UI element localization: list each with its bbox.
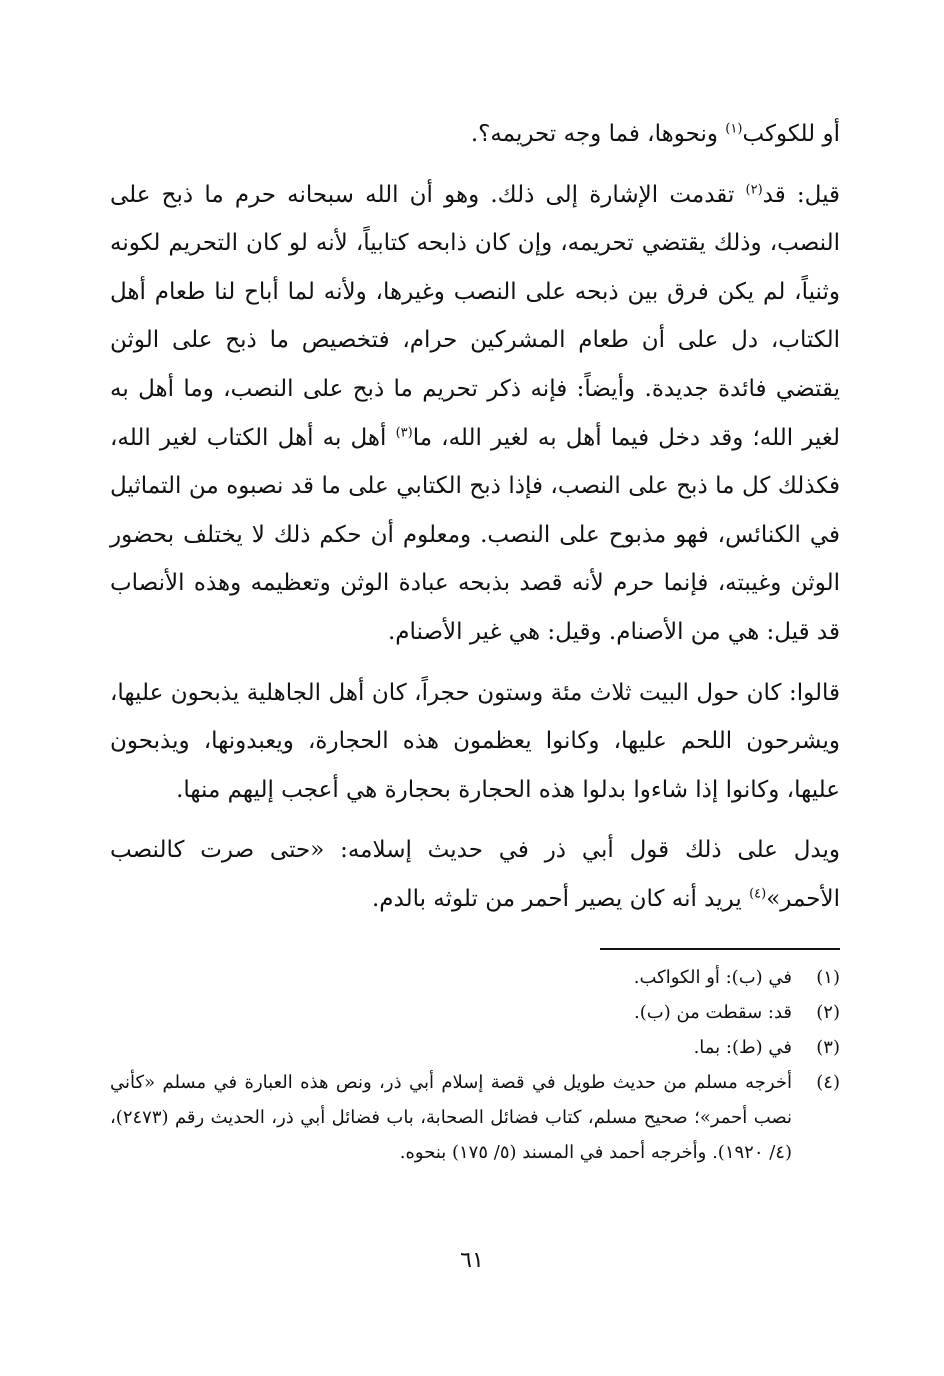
- text-segment: يريد أنه كان يصير أحمر من تلوثه بالدم.: [371, 885, 750, 912]
- footnote: [110, 1030, 840, 1065]
- paragraph: [110, 171, 840, 657]
- footnote-reference: (١): [725, 121, 743, 137]
- text-segment: قالوا: كان حول البيت ثلاث مئة وستون حجراً، كان أهل الجاهلية يذبحون عليها، ويشرحون اللحم عليها، وكانوا يعظمون هذه الحجارة، ويعبدونها، ويذبحون عليها، وكانوا إذا شاءوا بدلوا هذه الحجارة بحجارة هي أعجب إليهم منها.: [110, 679, 840, 803]
- text-segment: ويدل على ذلك قول أبي ذر في حديث إسلامه: «حتى صرت كالنصب الأحمر»: [110, 837, 840, 912]
- footnote-reference: (٢): [745, 181, 763, 197]
- paragraph: [110, 669, 840, 815]
- footnote-divider: [600, 948, 840, 950]
- page-body: [110, 110, 840, 1170]
- text-segment: قيل: قد: [762, 181, 841, 208]
- footnote-number: (١): [816, 966, 840, 988]
- text-segment: تقدمت الإشارة إلى ذلك. وهو أن الله سبحانه حرم ما ذبح على النصب، وذلك يقتضي تحريمه، وإن كان ذابحه كتابياً، لأنه لو كان التحريم لكونه وثنياً، لم يكن فرق بين ذبحه على النصب وغيرها، ولأنه لما أباح لنا طعام أهل الكتاب، دل على أن طعام المشركين حرام، فتخصيص ما ذبح على الوثن يقتضي فائدة جديدة. وأيضاً: فإنه ذكر تحريم ما ذبح على النصب، وما أهل به لغير الله؛ وقد دخل فيما أهل به لغير الله، ما: [110, 181, 840, 451]
- footnotes-list: [110, 960, 840, 1170]
- text-segment: ونحوها، فما وجه تحريمه؟.: [470, 121, 726, 147]
- main-text: [110, 110, 840, 924]
- footnote-text: قد: سقطت من (ب).: [634, 1001, 792, 1023]
- footnote-text: في (ب): أو الكواكب.: [633, 966, 792, 988]
- footnote-number: (٢): [816, 1001, 840, 1023]
- footnote-number: (٣): [816, 1036, 840, 1058]
- footnote: [110, 995, 840, 1030]
- text-segment: أو للكوكب: [742, 121, 840, 147]
- footnote-text: في (ط): بما.: [693, 1036, 792, 1058]
- footnote: [110, 960, 840, 995]
- footnote-text: أخرجه مسلم من حديث طويل في قصة إسلام أبي ذر، ونص هذه العبارة في مسلم «كأني نصب أحمر»؛ صحيح مسلم، كتاب فضائل الصحابة، باب فضائل أبي ذر، الحديث رقم (٢٤٧٣)، (٤/ ١٩٢٠). وأخرجه أحمد في المسند (٥/ ١٧٥) بنحوه.: [110, 1071, 792, 1163]
- paragraph: [110, 110, 840, 159]
- footnote-reference: (٤): [749, 886, 767, 902]
- footnote: [110, 1065, 840, 1170]
- page-number: ٦١: [460, 1248, 484, 1273]
- footnote-number: (٤): [816, 1071, 840, 1093]
- footnote-reference: (٣): [395, 424, 413, 440]
- text-segment: أهل به أهل الكتاب لغير الله، فكذلك كل ما ذبح على النصب، فإذا ذبح الكتابي على ما قد نصبوه من التماثيل في الكنائس، فهو مذبوح على النصب. ومعلوم أن حكم ذلك لا يختلف بحضور الوثن وغيبته، فإنما حرم لأنه قصد بذبحه عبادة الوثن وتعظيمه وهذه الأنصاب قد قيل: هي من الأصنام. وقيل: هي غير الأصنام.: [110, 424, 840, 645]
- paragraph: [110, 826, 840, 923]
